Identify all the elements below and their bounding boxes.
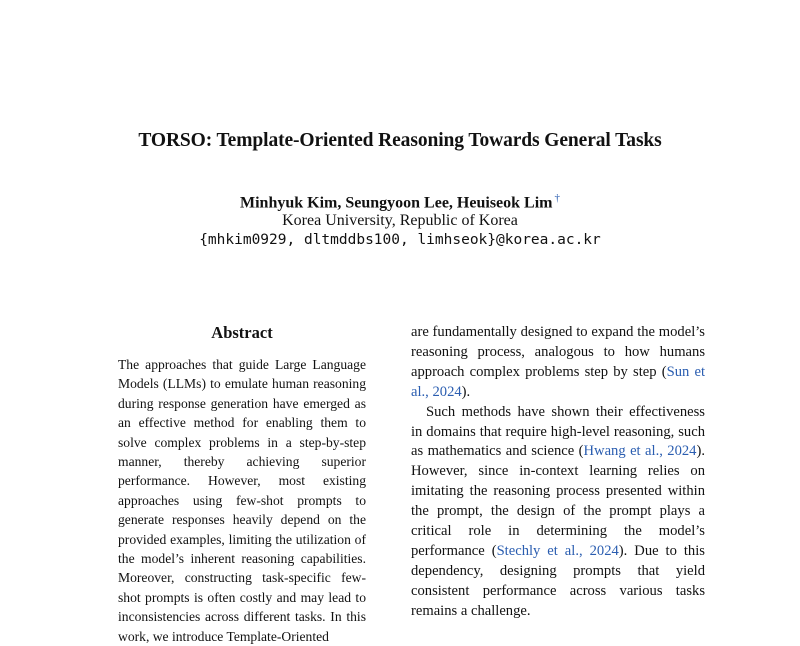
citation-stechly-2024[interactable]: Stechly et al., 2024	[496, 542, 619, 559]
author-names: Minhyuk Kim, Seungyoon Lee, Heuiseok Lim	[240, 194, 553, 212]
intro-p1-end: ).	[461, 383, 471, 400]
introduction-column	[411, 323, 706, 619]
intro-p2-text-a: Such methods have shown their effectiveness in domains that require high-level reasoning, such as mathematics and science (	[411, 403, 705, 460]
intro-p1-text: are fundamentally designed to expand the model’s reasoning process, analogous to how humans approach complex problems step by step (	[411, 324, 705, 380]
intro-p2-text-c: ). Due to this dependency, designing prompts that yield consistent performance across various tasks remains a challenge.	[411, 542, 705, 619]
author-list	[0, 192, 800, 212]
abstract-text: The approaches that guide Large Language Models (LLMs) to emulate human reasoning during response generation have emerged as an effective method for enabling them to solve complex problems in a step-by-step manner, thereby achieving superior performance. However, most existing approaches using few-shot prompts to generate responses heavily depend on the provided examples, limiting the utilization of the model’s inherent reasoning capabilities. Moreover, constructing task-specific few-shot prompts is often costly and may lead to inconsistencies across different tasks. In this work, we introduce Template-Oriented	[118, 357, 366, 644]
intro-paragraph-1	[411, 323, 705, 403]
intro-p2-text-b: ). However, since in-context learning relies on imitating the reasoning process presented within the prompt, the design of the prompt plays a critical role in determining the model’s performance (	[411, 443, 705, 559]
corresponding-author-mark: †	[554, 192, 560, 204]
citation-sun-2024[interactable]: Sun et al., 2024	[411, 363, 706, 400]
author-emails: {mhkim0929, dltmddbs100, limhseok}@korea.ac.kr	[199, 232, 601, 248]
paper-title: TORSO: Template-Oriented Reasoning Towards General Tasks	[138, 130, 662, 151]
affiliation: Korea University, Republic of Korea	[282, 212, 518, 229]
abstract-heading: Abstract	[211, 323, 273, 342]
citation-hwang-2024[interactable]: Hwang et al., 2024	[583, 443, 697, 460]
intro-paragraph-2	[411, 403, 705, 622]
abstract-column	[118, 355, 366, 644]
